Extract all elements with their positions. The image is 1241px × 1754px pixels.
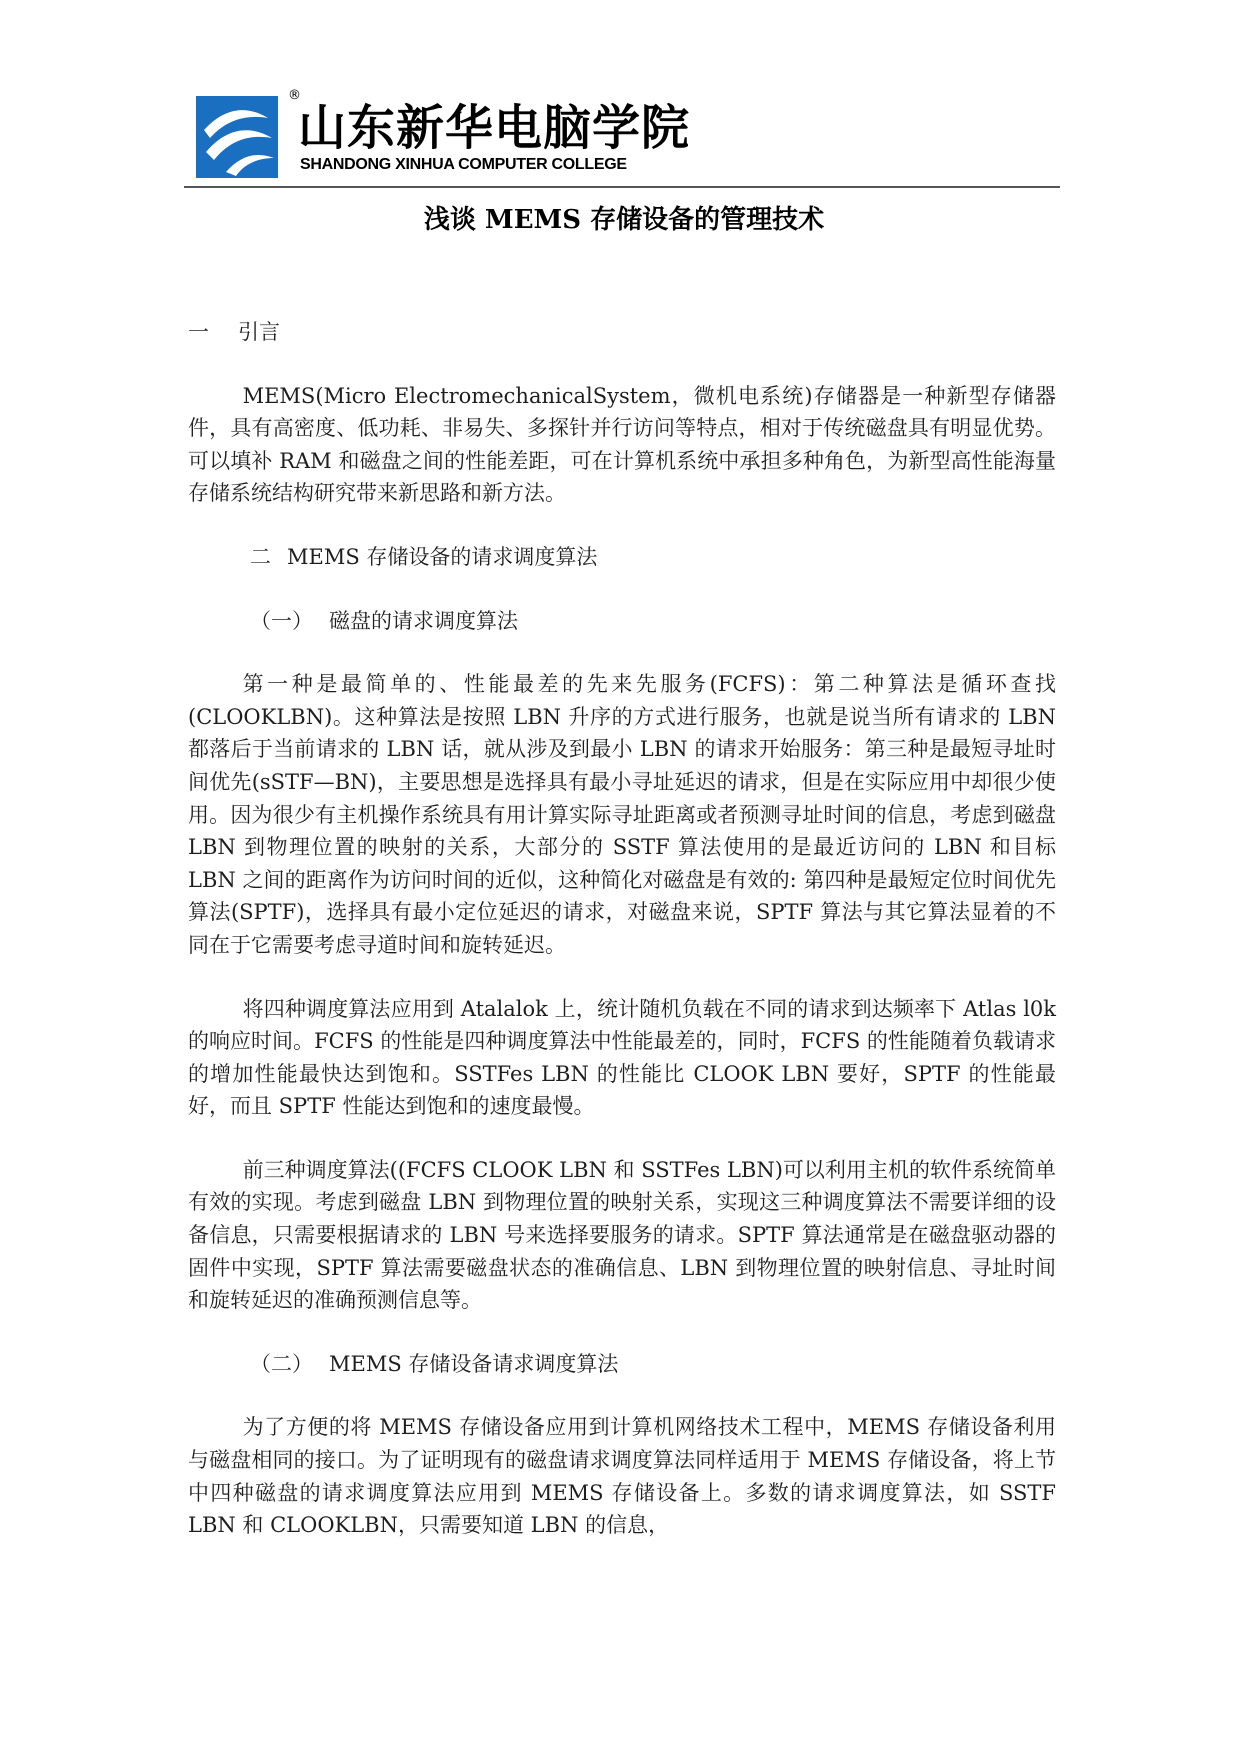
- subsection-heading-mems: [188, 1348, 1056, 1381]
- college-logo-icon: [196, 96, 278, 178]
- subsection-number: （一）: [250, 608, 313, 633]
- subsection-heading-disk: [188, 605, 1056, 638]
- registered-mark: ®: [288, 88, 301, 103]
- logo-chinese-name: 山东新华电脑学院: [298, 100, 691, 156]
- subsection-label: 磁盘的请求调度算法: [329, 608, 518, 633]
- paragraph-atlas-results: 将四种调度算法应用到 Atalalok 上，统计随机负载在不同的请求到达频率下 Atlas l0k 的响应时间。FCFS 的性能是四种调度算法中性能最差的，同时，FCFS 的性能随着负载请求的增加性能最快达到饱和。SSTFes LBN 的性能比 CLOOK LBN 要好，SPTF 的性能最好，而且 SPTF 性能达到饱和的速度最慢。: [188, 996, 1056, 1119]
- logo-english-name: SHANDONG XINHUA COMPUTER COLLEGE: [300, 156, 627, 173]
- section-heading-algorithms: [188, 541, 1056, 574]
- section-number: 一: [188, 320, 209, 344]
- section-number: 二: [250, 544, 271, 569]
- subsection-label: MEMS 存储设备请求调度算法: [329, 1351, 619, 1376]
- section-label: MEMS 存储设备的请求调度算法: [287, 544, 598, 569]
- paragraph-implementation: 前三种调度算法((FCFS CLOOK LBN 和 SSTFes LBN)可以利用主机的软件系统简单有效的实现。考虑到磁盘 LBN 到物理位置的映射关系，实现这三种调度算法不需要详细的设备信息，只需要根据请求的 LBN 号来选择要服务的请求。SPTF 算法通常是在磁盘驱动器的固件中实现，SPTF 算法需要磁盘状态的准确信息、LBN 到物理位置的映射信息、寻址时间和旋转延迟的准确预测信息等。: [188, 1157, 1056, 1313]
- document-title: 浅谈 MEMS 存储设备的管理技术: [423, 205, 825, 235]
- section-label: 引言: [238, 320, 280, 344]
- page-header: [188, 86, 1060, 188]
- document-body: [188, 316, 1056, 1573]
- subsection-number: （二）: [250, 1351, 313, 1376]
- paragraph-intro: MEMS(Micro ElectromechanicalSystem，微机电系统)存储器是一种新型存储器件，具有高密度、低功耗、非易失、多探针并行访问等特点，相对于传统磁盘具有明显优势。可以填补 RAM 和磁盘之间的性能差距，可在计算机系统中承担多种角色，为新型高性能海量存储系统结构研究带来新思路和新方法。: [188, 383, 1056, 506]
- header-divider: [184, 186, 1060, 188]
- paragraph-disk-algorithms: 第一种是最简单的、性能最差的先来先服务(FCFS)：第二种算法是循环查找(CLOOKLBN)。这种算法是按照 LBN 升序的方式进行服务，也就是说当所有请求的 LBN 都落后于当前请求的 LBN 话，就从涉及到最小 LBN 的请求开始服务：第三种是最短寻址时间优先(sSTF—BN)，主要思想是选择具有最小寻址延迟的请求，但是在实际应用中却很少使用。因为很少有主机操作系统具有用计算实际寻址距离或者预测寻址时间的信息，考虑到磁盘 LBN 到物理位置的映射的关系，大部分的 SSTF 算法使用的是最近访问的 LBN 和目标 LBN 之间的距离作为访问时间的近似，这种简化对磁盘是有效的: 第四种是最短定位时间优先算法(SPTF)，选择具有最小定位延迟的请求，对磁盘来说，SPTF 算法与其它算法显着的不同在于它需要考虑寻道时间和旋转延迟。: [188, 672, 1056, 957]
- paragraph-mems-scheduling: 为了方便的将 MEMS 存储设备应用到计算机网络技术工程中，MEMS 存储设备利用与磁盘相同的接口。为了证明现有的磁盘请求调度算法同样适用于 MEMS 存储设备，将上节中四种磁盘的请求调度算法应用到 MEMS 存储设备上。多数的请求调度算法，如 SSTF LBN 和 CLOOKLBN，只需要知道 LBN 的信息，: [188, 1415, 1056, 1538]
- section-heading-introduction: [188, 316, 1056, 349]
